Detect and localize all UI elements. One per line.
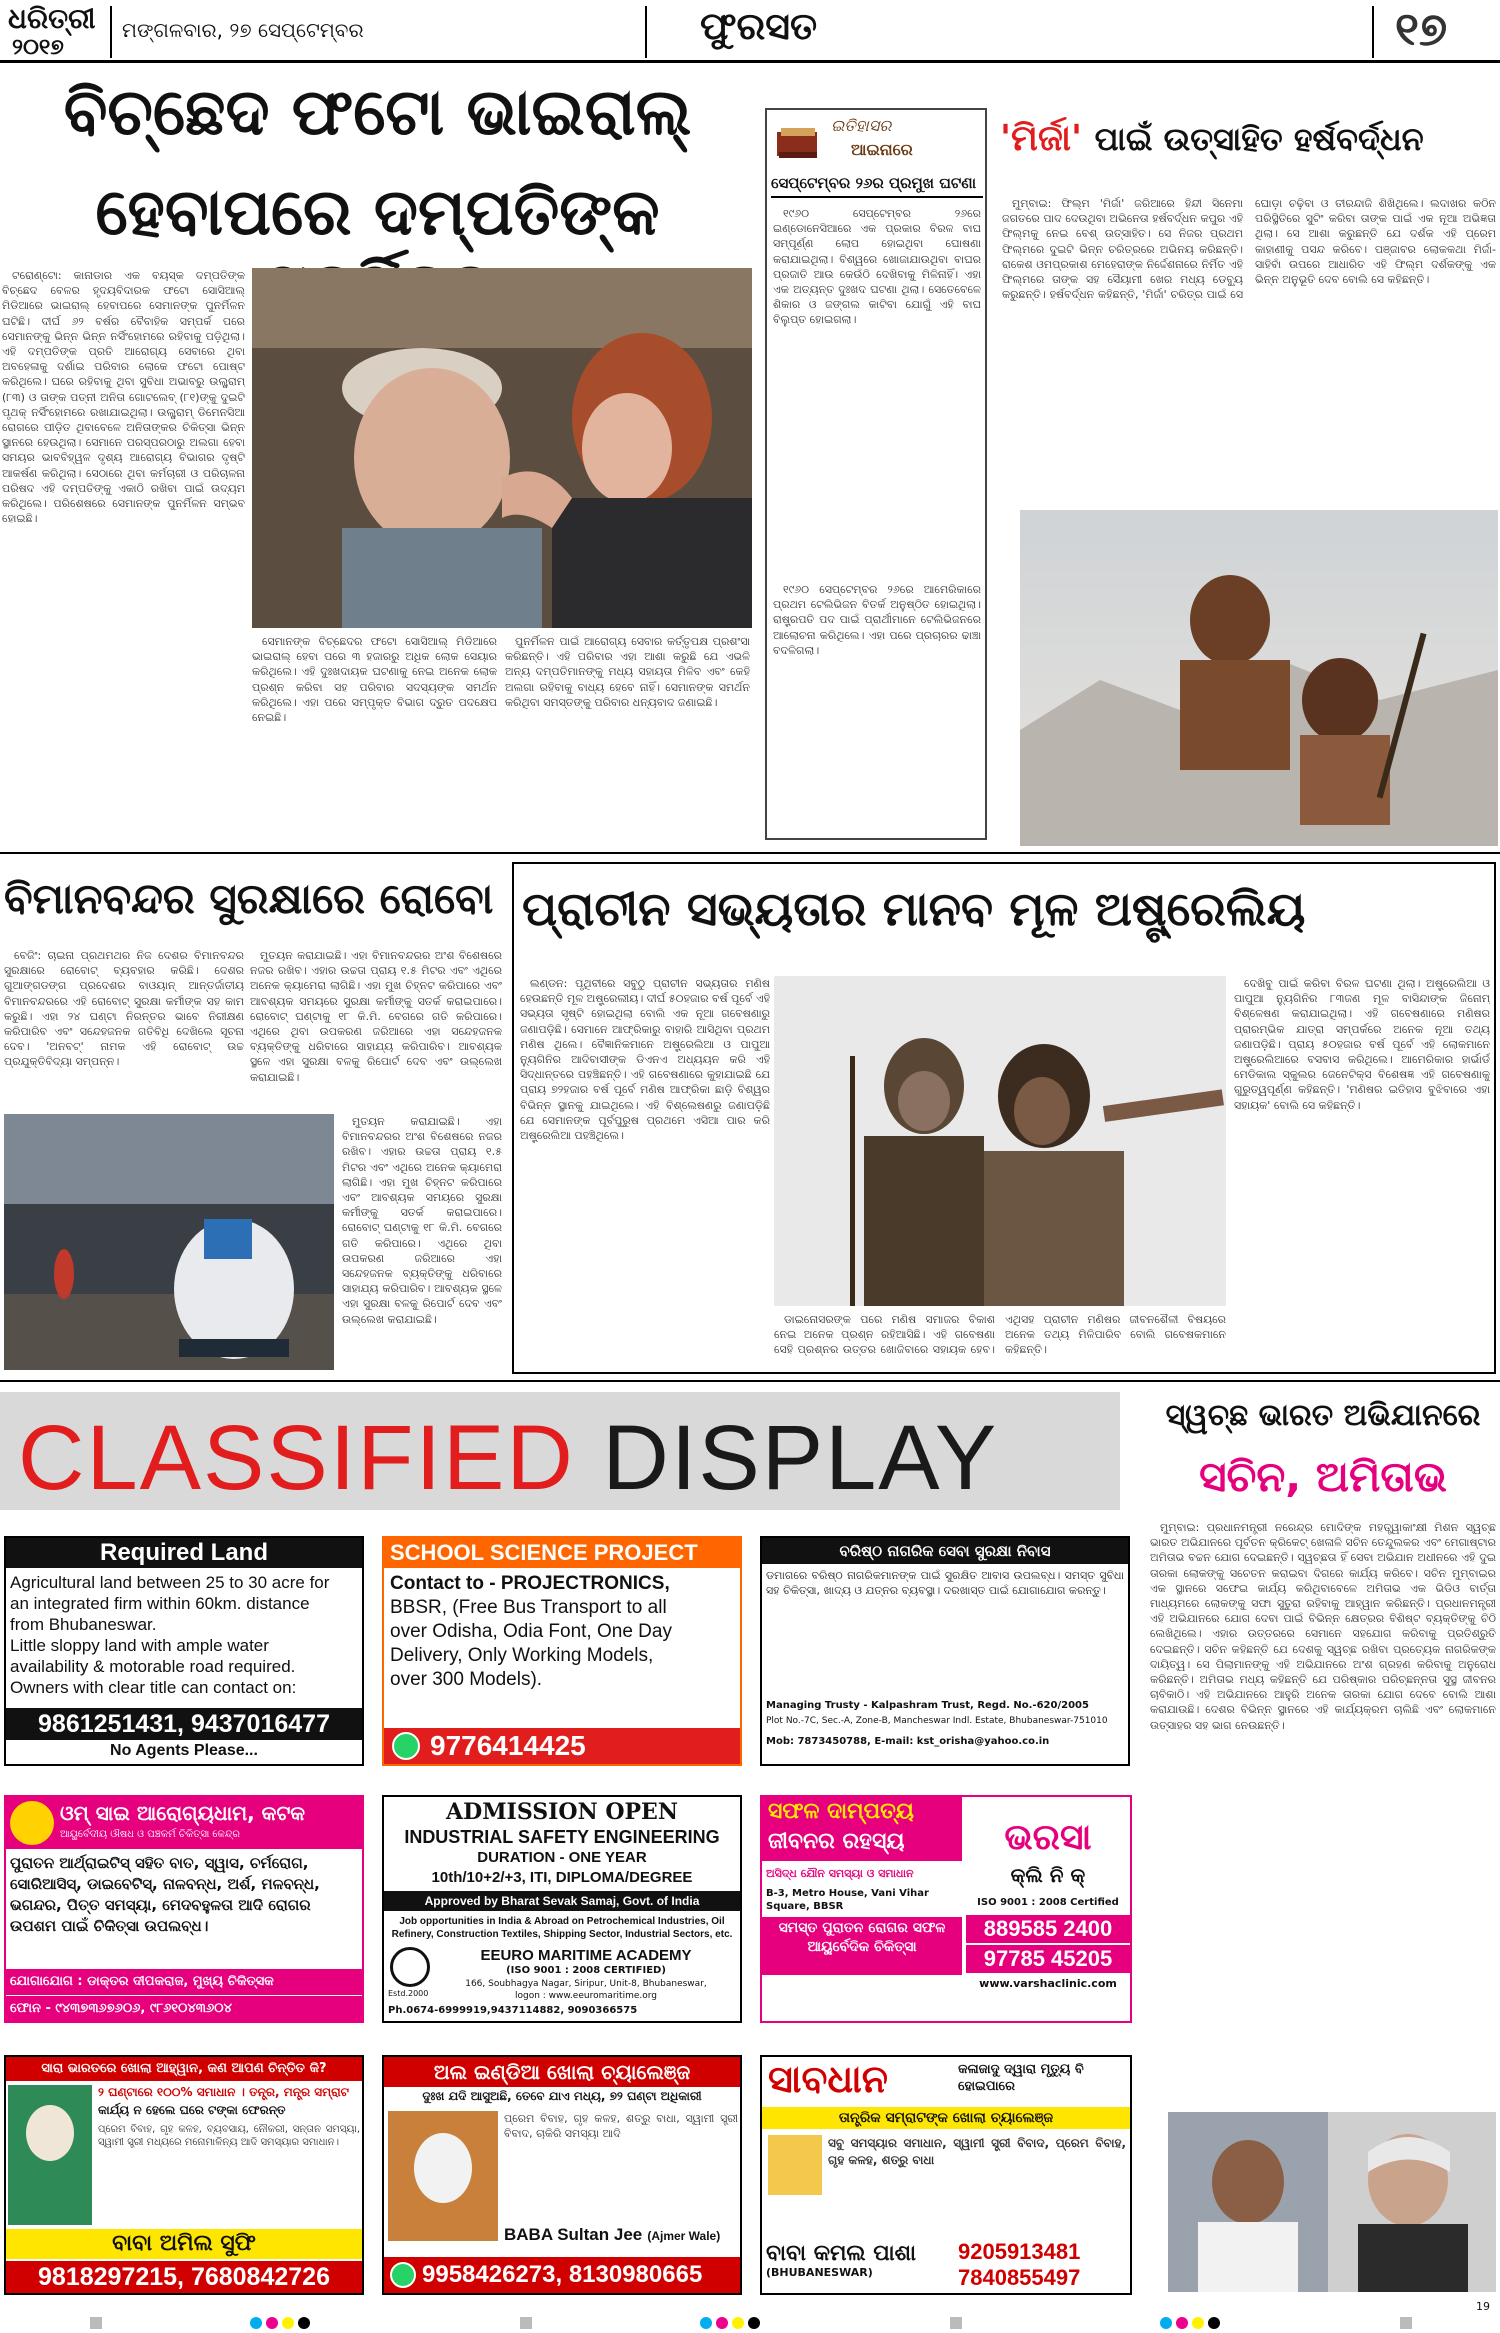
- ad-om-contact: ଯୋଗାଯୋଗ : ଡାକ୍ତର ଦୀପକରାଜ, ମୁଖ୍ୟ ଚିକିତ୍ସକ: [6, 1969, 362, 1995]
- civ-photo-art: [774, 976, 1226, 1306]
- robot-photo-art: [4, 1114, 334, 1370]
- paper-year: ୨୦୧୭: [12, 34, 64, 60]
- ad-varsha-title-2: ଜୀବନର ରହସ୍ୟ: [768, 1829, 905, 1854]
- page-footer-number: 19: [1476, 2300, 1490, 2313]
- ad-varsha: [760, 1795, 1132, 2023]
- ad-challenge-phone: 9958426273, 8130980665: [422, 2261, 703, 2288]
- ad-sabdhan-phones: [958, 2239, 1130, 2291]
- swachh-photo: [1168, 2112, 1496, 2292]
- ad-senior-trust: Managing Trusty - Kalpashram Trust, Regd. No.-620/2005: [766, 1700, 1089, 1711]
- story-robot: [0, 858, 505, 1378]
- ad-challenge-phone-bar: [384, 2257, 740, 2293]
- om-logo-icon: [10, 1801, 54, 1845]
- ad-amil-title: ସାରା ଭାରତରେ ଖୋଲା ଆହ୍ୱାନ, କଣ ଆପଣ ଚିନ୍ତିତ କି?: [6, 2057, 362, 2081]
- ad-varsha-title-1: ସଫଳ ଦାମ୍ପତ୍ୟ: [768, 1799, 914, 1824]
- classified-word-1: CLASSIFIED: [18, 1407, 575, 1509]
- masthead: [0, 0, 1500, 62]
- reunion-photo-art: [252, 268, 752, 628]
- ad-varsha-brand-2: କ୍ଲି ନି କ୍: [1010, 1863, 1086, 1887]
- civ-body-under: ଡାଇନୋସରଙ୍କ ପରେ ମଣିଷ ସମାଜର ବିକାଶ ନେଇ ଅନେକ ପ୍ରଶ୍ନ ରହିଆସିଛି। ଏହି ଗବେଷଣା ସେହି ପ୍ରଶ୍ନର ଉତ୍ତର ଖୋଜିବାରେ ସହାୟକ ହେବ। ଏଥିସହ ପ୍ରାଚୀନ ମଣିଷର ଜୀବନଶୈଳୀ ବିଷୟରେ ଅନେକ ତଥ୍ୟ ମିଳିପାରିବ ବୋଲି ଗବେଷକମାନେ କହିଛନ୍ତି।: [774, 1313, 1226, 1357]
- ad-land-phone: 9861251431, 9437016477: [6, 1708, 362, 1740]
- mirza-body: ମୁମ୍ବାଇ: ଫିଲ୍ମ 'ମିର୍ଜା' ଜରିଆରେ ହିନ୍ଦୀ ସିନେମା ଜଗତରେ ପାଦ ଦେଉଥିବା ଅଭିନେତା ହର୍ଷବର୍ଦ୍ଧନ କପୁର ଏହି ଫିଲ୍ମକୁ ନେଇ ବେଶ୍ ଉତ୍ସାହିତ। ସେ ନିଜର ପ୍ରଥମ ଫିଲ୍ମରେ ଦୁଇଟି ଭିନ୍ନ ଚରିତ୍ରରେ ଅଭିନୟ କରିଛନ୍ତି। ରାକେଶ ଓମପ୍ରକାଶ ମେହେରାଙ୍କ ନିର୍ଦ୍ଦେଶନାରେ ନିର୍ମିତ ଏହି ଫିଲ୍ମରେ ତାଙ୍କ ସହ ସୈୟାମୀ ଖେର ମଧ୍ୟ ଡେବ୍ୟୁ କରୁଛନ୍ତି। ହର୍ଷବର୍ଦ୍ଧନ କହିଛନ୍ତି, 'ମିର୍ଜା' ଚରିତ୍ର ପାଇଁ ସେ ଘୋଡ଼ା ଚଢ଼ିବା ଓ ତୀରନ୍ଦାଜି ଶିଖିଥିଲେ। ଲଦାଖର କଠିନ ପରିସ୍ଥିତିରେ ସୁଟିଂ କରିବା ତାଙ୍କ ପାଇଁ ଏକ ନୂଆ ଅଭିଜ୍ଞତା ଥିଲା। ସେ ଆଶା କରୁଛନ୍ତି ଯେ ଦର୍ଶକ ଏହି ପ୍ରେମ କାହାଣୀକୁ ପସନ୍ଦ କରିବେ। ପଞ୍ଜାବର ଲୋକକଥା ମିର୍ଜା-ସାହିବାଁ ଉପରେ ଆଧାରିତ ଏହି ଫିଲ୍ମ ଦର୍ଶକଙ୍କୁ ଏକ ଭିନ୍ନ ଅନୁଭୂତି ଦେବ ବୋଲି ସେ କହିଛନ୍ତି।: [1002, 197, 1496, 302]
- mirza-headline-quote: 'ମିର୍ଜା': [1000, 118, 1083, 159]
- ad-required-land: [4, 1536, 364, 1766]
- ad-sabdhan-title: ସାବଧାନ: [768, 2057, 888, 2101]
- robot-photo: [4, 1114, 334, 1370]
- avatar: [768, 2135, 822, 2195]
- ad-admission-title: ADMISSION OPEN: [446, 1799, 678, 1825]
- ad-land-line-6: Owners with clear title can contact on:: [10, 1678, 297, 1697]
- ad-admission-approved: Approved by Bharat Sevak Samaj, Govt. of India: [384, 1891, 740, 1911]
- classified-banner: [0, 1392, 1120, 1510]
- academy-logo-icon: [390, 1947, 430, 1987]
- avatar: [26, 2105, 74, 2161]
- ad-senior-body: ଡମାଗରେ ବରିଷ୍ଠ ନାଗରିକମାନଙ୍କ ପାଇଁ ସୁରକ୍ଷିତ ଆବାସ ଉପଲବ୍ଧ। ସମସ୍ତ ସୁବିଧା ସହ ଚିକିତ୍ସା, ଖାଦ୍ୟ ଓ ଯତ୍ନର ବ୍ୟବସ୍ଥା। ଦରଖାସ୍ତ ପାଇଁ ଯୋଗାଯୋଗ କରନ୍ତୁ।: [766, 1569, 1124, 1598]
- avatar: [414, 2133, 472, 2203]
- ad-sabdhan-body: ସବୁ ସମସ୍ୟାର ସମାଧାନ, ସ୍ୱାମୀ ସ୍ତ୍ରୀ ବିବାଦ, ପ୍ରେମ ବିବାହ, ଗୃହ କଳହ, ଶତ୍ରୁ ବାଧା: [828, 2136, 1126, 2167]
- whatsapp-icon: [390, 2262, 416, 2288]
- ad-admission-course: INDUSTRIAL SAFETY ENGINEERING: [404, 1827, 720, 1847]
- ad-sabdhan-name-wrap: [766, 2241, 956, 2279]
- ad-amil-line-2: କାର୍ଯ୍ୟ ନ ହେଲେ ଘରେ ଟଙ୍କା ଫେରନ୍ତ: [98, 2103, 286, 2117]
- ad-land-line-2: an integrated firm within 60km. distance: [10, 1594, 310, 1613]
- ad-admission-eligibility: 10th/10+2/+3, ITI, DIPLOMA/DEGREE: [431, 1869, 693, 1886]
- civ-headline: ପ୍ରାଚୀନ ସଭ୍ୟତାର ମାନବ ମୂଳ ଅଷ୍ଟ୍ରେଲିୟ: [522, 882, 1306, 937]
- history-box: [765, 108, 987, 840]
- ad-varsha-head: [762, 1797, 962, 1861]
- robot-headline: ବିମାନବନ୍ଦର ସୁରକ୍ଷାରେ ରୋବୋ: [4, 874, 494, 923]
- swachh-photo-art: [1168, 2112, 1496, 2292]
- reunion-photo: [252, 268, 752, 628]
- ad-amil-phone: 9818297215, 7680842726: [6, 2261, 362, 2293]
- ad-admission-iso: (ISO 9001 : 2008 CERTIFIED): [506, 1965, 666, 1976]
- ad-om-body: ପୁରାତନ ଆର୍ଥ୍ରାଇଟିସ୍ ସହିତ ବାତ, ସ୍ୱାସ, ଚର୍ମରୋଗ, ସୋରିଆସିସ୍, ଡାଇବେଟିସ୍, ନାଳବନ୍ଧ, ଅର୍ଶ, ମଳବନ୍ଧ, ଭଗନ୍ଦର, ପିତ୍ତ ସମସ୍ୟା, ମେଦବହୁଳତା ଆଦି ରୋଗର ଉପଶମ ପାଇଁ ଚିକିତ୍ସା ଉପଲବ୍ଧ।: [10, 1854, 320, 1935]
- whatsapp-icon: [392, 1732, 420, 1760]
- ad-science-line-5: over 300 Models).: [390, 1669, 543, 1690]
- robot-body-side: ମୁତୟନ କରାଯାଇଛି। ଏହା ବିମାନବନ୍ଦରର ଅଂଶ ବିଶେଷରେ ନଜର ରଖିବ। ଏହାର ଉଚ୍ଚତା ପ୍ରାୟ ୧.୫ ମିଟର ଏବଂ ଏଥିରେ ଅନେକ କ୍ୟାମେରା ଲାଗିଛି। ଏହା ମୁଖ ଚିହ୍ନଟ କରିପାରେ ଏବଂ ଆବଶ୍ୟକ ସମୟରେ ସୁରକ୍ଷା କର୍ମୀଙ୍କୁ ସତର୍କ କରାଇପାରେ। ରୋବୋଟ୍ ଘଣ୍ଟାକୁ ୧୮ କି.ମି. ବେଗରେ ଗତି କରିପାରେ। ଏଥିରେ ଥିବା ଉପକରଣ ଜରିଆରେ ଏହା ସନ୍ଦେହଜନକ ବ୍ୟକ୍ତିଙ୍କୁ ଧରିବାରେ ସାହାଯ୍ୟ କରିପାରିବ। ଆବଶ୍ୟକ ସ୍ଥଳେ ଏହା ସୁରକ୍ଷା ବଳକୁ ରିପୋର୍ଟ ଦେବ ଏବଂ ଉଲ୍ଲେଖ କରାଯାଇଛି।: [342, 1115, 502, 1326]
- ad-land-footer: No Agents Please...: [110, 1742, 258, 1759]
- ad-senior-citizen: [760, 1536, 1130, 1766]
- ad-amil-photo: [8, 2085, 92, 2225]
- story-swachh: [1148, 1390, 1498, 2310]
- history-title: ସେପ୍ଟେମ୍ବର ୨୬ର ପ୍ରମୁଖ ଘଟଣା: [771, 174, 983, 198]
- ad-land-title: Required Land: [6, 1538, 362, 1568]
- story-reunion: [0, 68, 755, 848]
- ad-varsha-body: ଅସିଦ୍ଧ ଯୌନ ସମସ୍ୟା ଓ ସମାଧାନ: [766, 1867, 914, 1880]
- ad-land-line-1: Agricultural land between 25 to 30 acre for: [10, 1573, 330, 1592]
- story-reunion-body-left: ଟରୋଣ୍ଟୋ: କାନାଡାର ଏକ ବୟସ୍କ ଦମ୍ପତିଙ୍କ ବିଚ୍ଛେଦ ବେଳର ହୃଦୟବିଦାରକ ଫଟୋ ସୋସିଆଲ୍ ମିଡିଆରେ ଭାଇରାଲ୍ ହେବାପରେ ସେମାନଙ୍କ ପୁନର୍ମିଳନ ଘଟିଛି। ଦୀର୍ଘ ୬୨ ବର୍ଷର ବୈବାହିକ ସମ୍ପର୍କ ପରେ ସେମାନଙ୍କୁ ଭିନ୍ନ ଭିନ୍ନ ନର୍ସିଂହୋମରେ ରହିବାକୁ ପଡ଼ିଥିଲା। ଏହି ଦମ୍ପତିଙ୍କ ପ୍ରତି ଆରୋଗ୍ୟ ସେବାରେ ଥିବା ଅବହେଳାକୁ ଦର୍ଶାଇ ପରିବାର ଲୋକେ ଫଟୋ ପୋଷ୍ଟ କରିଥିଲେ। ଘରେ ରହିବାକୁ ଥିବା ସୁବିଧା ଅଭାବରୁ ଉଲ୍ଫ୍ରାମ୍ (୮୩) ଓ ତାଙ୍କ ପତ୍ନୀ ଅନିତା ଗୋଟଲେବ୍ (୮୧)ଙ୍କୁ ଦୁଇଟି ପୃଥକ୍ ନର୍ସିଂହୋମରେ ରଖାଯାଇଥିଲା। ଉଲ୍ଫ୍ରାମ୍ ଡିମେନସିଆ ରୋଗରେ ପୀଡ଼ିତ ଥିବାବେଳେ ଅନିତାଙ୍କର ଚିକିତ୍ସା ଭିନ୍ନ ସ୍ଥାନରେ ହେଉଥିଲା। ସେମାନେ ପରସ୍ପରଠାରୁ ଅଲଗା ହେବା ସମୟର ଭାବବିହ୍ୱଳ ଦୃଶ୍ୟ ଆରୋଗ୍ୟ ବିଭାଗର ଦୃଷ୍ଟି ଆକର୍ଷଣ କରିଥିଲା। ସେଠାରେ ଥିବା କର୍ମଚାରୀ ଓ ପରିଚାଳନା ପରିଷଦ ଏହି ଦମ୍ପତିଙ୍କୁ ଏକାଠି ରଖିବା ପାଇଁ ଉଦ୍ୟମ କରିଥିଲେ। ପରିଶେଷରେ ସେମାନଙ୍କ ପୁନର୍ମିଳନ ସମ୍ଭବ ହୋଇଛି।: [2, 269, 245, 526]
- ad-sabdhan-sub: ତାନ୍ତ୍ରିକ ସମ୍ରାଟଙ୍କ ଖୋଲା ଚ୍ୟାଲେଞ୍ଜ: [762, 2107, 1130, 2129]
- ad-science-line-3: over Odisha, Odia Font, One Day: [390, 1621, 672, 1642]
- robot-body-right: ମୁତୟନ କରାଯାଇଛି। ଏହା ବିମାନବନ୍ଦରର ଅଂଶ ବିଶେଷରେ ନଜର ରଖିବ। ଏହାର ଉଚ୍ଚତା ପ୍ରାୟ ୧.୫ ମିଟର ଏବଂ ଏଥିରେ ଅନେକ କ୍ୟାମେରା ଲାଗିଛି। ଏହା ମୁଖ ଚିହ୍ନଟ କରିପାରେ ଏବଂ ଆବଶ୍ୟକ ସମୟରେ ସୁରକ୍ଷା କର୍ମୀଙ୍କୁ ସତର୍କ କରାଇପାରେ। ରୋବୋଟ୍ ଘଣ୍ଟାକୁ ୧୮ କି.ମି. ବେଗରେ ଗତି କରିପାରେ। ଏଥିରେ ଥିବା ଉପକରଣ ଜରିଆରେ ଏହା ସନ୍ଦେହଜନକ ବ୍ୟକ୍ତିଙ୍କୁ ଧରିବାରେ ସାହାଯ୍ୟ କରିପାରିବ। ଆବଶ୍ୟକ ସ୍ଥଳେ ଏହା ସୁରକ୍ଷା ବଳକୁ ରିପୋର୍ଟ ଦେବ ଏବଂ ଉଲ୍ଲେଖ କରାଯାଇଛି।: [250, 949, 502, 1084]
- history-item-2: ୧୯୬୦ ସେପ୍ଟେମ୍ବର ୨୬ରେ ଆମେରିକାରେ ପ୍ରଥମ ଟେଲିଭିଜନ ବିତର୍କ ଅନୁଷ୍ଠିତ ହୋଇଥିଲା। ରାଷ୍ଟ୍ରପତି ପଦ ପାଇଁ ପ୍ରାର୍ଥୀମାନେ ଟେଲିଭିଜନରେ ଆଲୋଚନା କରିଥିଲେ। ଏହା ପରେ ପ୍ରଚାରର ଢାଞ୍ଚା ବଦଳିଗଲା।: [773, 583, 981, 657]
- ad-senior-mob: Mob: 7873450788, E-mail: kst_orisha@yahoo.co.in: [766, 1736, 1050, 1747]
- history-badge: [773, 116, 979, 170]
- history-item-1: ୧୯୬୦ ସେପ୍ଟେମ୍ବର ୨୬ରେ ଇଣ୍ଡୋନେସିଆରେ ଏକ ପ୍ରକାର ବିରଳ ବାଘ ସମ୍ପୂର୍ଣ୍ଣ ଲୋପ ହୋଇଥିବା ଘୋଷଣା କରାଯାଇଥିଲା। ବିଶ୍ୱରେ ଖୋଜାଯାଉଥିବା ବାଘର ପ୍ରଜାତି ଆଉ କେଉଁଠି ଦେଖିବାକୁ ମିଳିନାହିଁ। ଏହା ଏକ ଅତ୍ୟନ୍ତ ଦୁଃଖଦ ଘଟଣା ଥିଲା। ସେତେବେଳେ ଶିକାର ଓ ଜଙ୍ଗଲ କାଟିବା ଯୋଗୁଁ ଏହି ବାଘ ବିଲୁପ୍ତ ହୋଇଗଲା।: [773, 207, 981, 327]
- ad-admission: [382, 1795, 742, 2023]
- color-registration-bar: [0, 2315, 1500, 2333]
- story-mirza: [1000, 68, 1500, 848]
- ad-om-sai: [4, 1795, 364, 2023]
- ad-varsha-phone-2: 97785 45205: [966, 1945, 1130, 1973]
- ad-sabdhan-phone-2: 7840855497: [958, 2265, 1081, 2290]
- swachh-headline-2: ସଚିନ, ଅମିତାଭ: [1199, 1452, 1447, 1501]
- ad-challenge-photo: [388, 2111, 498, 2241]
- ad-land-line-3: from Bhubaneswar.: [10, 1615, 157, 1634]
- civ-body-left: ଲଣ୍ଡନ: ପୃଥିବୀରେ ସବୁଠୁ ପ୍ରାଚୀନ ସଭ୍ୟତାର ମଣିଷ ହେଉଛନ୍ତି ମୂଳ ଅଷ୍ଟ୍ରେଲୀୟ। ଦୀର୍ଘ ୫୦ହଜାର ବର୍ଷ ପୂର୍ବେ ଏହି ସଭ୍ୟତା ସୃଷ୍ଟି ହୋଇଥିଲା ବୋଲି ଏକ ନୂଆ ଗବେଷଣାରୁ ଜଣାପଡ଼ିଛି। ସେମାନେ ଆଫ୍ରିକାରୁ ବାହାରି ଆସିଥିବା ପ୍ରଥମ ମଣିଷ ଥିଲେ। ବୈଜ୍ଞାନିକମାନେ ଅଷ୍ଟ୍ରେଲିଆ ଓ ପାପୁଆ ନ୍ୟୁଗିନିର ଆଦିବାସୀଙ୍କ ଡିଏନଏ ଅଧ୍ୟୟନ କରି ଏହି ସିଦ୍ଧାନ୍ତରେ ପହଞ୍ଚିଛନ୍ତି। ଏହି ଗବେଷଣାରେ କୁହାଯାଇଛି ଯେ ପ୍ରାୟ ୭୨ହଜାର ବର୍ଷ ପୂର୍ବେ ମଣିଷ ଆଫ୍ରିକା ଛାଡ଼ି ବିଶ୍ୱର ବିଭିନ୍ନ ସ୍ଥାନକୁ ଯାଇଥିଲେ। ଏହି ବିଶ୍ଲେଷଣରୁ ଜଣାପଡ଼ିଛି ଯେ ସେମାନଙ୍କ ପୂର୍ବପୁରୁଷ ପ୍ରଥମେ ଏସିଆ ପାର କରି ଅଷ୍ଟ୍ରେଲିଆ ପହଞ୍ଚିଥିଲେ।: [520, 977, 770, 1143]
- ad-challenge-name-sub: (Ajmer Wale): [647, 2229, 721, 2243]
- paper-name: ଧରିତ୍ରୀ: [8, 2, 96, 35]
- book-icon: [773, 118, 821, 162]
- ad-challenge-title: ଅଲ ଇଣ୍ଡିଆ ଖୋଲା ଚ୍ୟାଲେଞ୍ଜ: [384, 2057, 740, 2087]
- ad-om-title: ଓମ୍ ସାଇ ଆରୋଗ୍ୟଧାମ, କଟକ: [60, 1801, 306, 1825]
- civ-photo: [774, 976, 1226, 1306]
- ad-land-line-5: availability & motorable road required.: [10, 1657, 296, 1676]
- robot-body-top: ବେଜିଂ: ଚାଇନା ପ୍ରଥମଥର ନିଜ ଦେଶର ବିମାନବନ୍ଦର ସୁରକ୍ଷାରେ ରୋବୋଟ୍ ବ୍ୟବହାର କରିଛି। ଦେଶର ଗୁଆଙ୍ଗଡଙ୍ଗ ପ୍ରଦେଶର ବାଓୟାନ୍ ଆନ୍ତର୍ଜାତୀୟ ବିମାନବନ୍ଦରରେ ଏହି ରୋବୋଟ୍ ସୁରକ୍ଷା କର୍ମୀଙ୍କ ସହ କାମ କରୁଛି। ଏହା ୨୪ ଘଣ୍ଟା ନିରନ୍ତର ଭାବେ ନିରୀକ୍ଷଣ କରିପାରିବ ଏବଂ ସନ୍ଦେହଜନକ ଗତିବିଧି ଦେଖିଲେ ସୂଚନା ଦେବ। 'ଅନବଟ୍' ନାମକ ଏହି ରୋବୋଟ୍ ଉଚ୍ଚ ପ୍ରଯୁକ୍ତିବିଦ୍ୟା ସମ୍ପନ୍ନ।: [4, 949, 244, 1069]
- story-reunion-headline-2: ହେବାପରେ ଦମ୍ପତିଙ୍କ: [95, 176, 660, 250]
- ad-sabdhan-name: ବାବା କମଲ ପାଶା: [766, 2241, 917, 2266]
- story-reunion-headline-1: ବିଚ୍ଛେଦ ଫଟୋ ଭାଇରାଲ୍: [63, 76, 692, 150]
- ad-science-project: [382, 1536, 742, 1766]
- swachh-body: ମୁମ୍ବାଇ: ପ୍ରଧାନମନ୍ତ୍ରୀ ନରେନ୍ଦ୍ର ମୋଦିଙ୍କ ମହତ୍ତ୍ୱାକାଂକ୍ଷୀ ମିଶନ ସ୍ୱଚ୍ଛ ଭାରତ ଅଭିଯାନରେ ପୂର୍ବତନ କ୍ରିକେଟ୍ ଖେଳାଳି ସଚିନ ତେନ୍ଦୁଲକର ଏବଂ ମେଗାଷ୍ଟାର ଅମିତାଭ ବଚ୍ଚନ ଯୋଗ ଦେଇଛନ୍ତି। ସ୍ୱଚ୍ଛତା ହିଁ ସେବା ଅଭିଯାନ ଅଧୀନରେ ଏହି ଦୁଇ ତାରକା ଲୋକଙ୍କୁ ସଚେତନ କରାଇବା ଦିଗରେ କାର୍ଯ୍ୟ କରିବେ। ସଚିନ ମୁମ୍ବାଇର ଏକ ସ୍ଥାନରେ ସଫେଇ କାର୍ଯ୍ୟ କରିଥିବାବେଳେ ଅମିତାଭ ଏକ ଭିଡିଓ ବାର୍ତ୍ତା ମାଧ୍ୟମରେ ଲୋକଙ୍କୁ ସଫା ସୁତୁରା ରହିବାକୁ ଆହ୍ୱାନ କରିଛନ୍ତି। ପ୍ରଧାନମନ୍ତ୍ରୀ ଏହି ଅଭିଯାନରେ ଯୋଗ ଦେବା ପାଇଁ ବିଭିନ୍ନ କ୍ଷେତ୍ରର ବିଶିଷ୍ଟ ବ୍ୟକ୍ତିଙ୍କୁ ଚିଠି ଲେଖିଥିଲେ। ଏହାର ଉତ୍ତରରେ ସେମାନେ ସହଯୋଗ କରିବାକୁ ପ୍ରତିଶ୍ରୁତି ଦେଇଛନ୍ତି। ସଚିନ କହିଛନ୍ତି ଯେ ଦେଶକୁ ସ୍ୱଚ୍ଛ ରଖିବା ପ୍ରତ୍ୟେକ ନାଗରିକଙ୍କ ଦାୟିତ୍ୱ। ସେ ପିଲାମାନଙ୍କୁ ଏହି ଅଭିଯାନରେ ଅଂଶ ଗ୍ରହଣ କରିବାକୁ ଅନୁରୋଧ କରିଛନ୍ତି। ଅମିତାଭ ମଧ୍ୟ କହିଛନ୍ତି ଯେ ପରିଷ୍କାର ପରିଚ୍ଛନ୍ନତା ସୁସ୍ଥ ଜୀବନର ଚାବିକାଠି। ଏହି ଅଭିଯାନରେ ଆହୁରି ଅନେକ ତାରକା ଯୋଗ ଦେବେ ବୋଲି ଆଶା କରାଯାଉଛି। ଦେଶର ବିଭିନ୍ନ ସ୍ଥାନରେ ଏହି କାର୍ଯ୍ୟକ୍ରମ ଚାଲିଛି ଏବଂ ଲୋକମାନେ ଉତ୍ସାହର ସହ ଭାଗ ନେଉଛନ୍ତି।: [1150, 1521, 1496, 1732]
- ad-amil-name: ବାବା ଅମିଲ ସୁଫି: [6, 2229, 362, 2259]
- ad-admission-jobs: Job opportunities in India & Abroad on Petrochemical Industries, Oil Refinery, Construction Textiles, Shipping Sector, Industrial Sectors, etc.: [391, 1916, 733, 1940]
- ad-sabdhan-phone-1: 9205913481: [958, 2239, 1081, 2264]
- ad-challenge-name-wrap: [504, 2225, 738, 2245]
- ad-challenge-body: ପ୍ରେମ ବିବାହ, ଗୃହ କଳହ, ଶତ୍ରୁ ବାଧା, ସ୍ୱାମୀ ସ୍ତ୍ରୀ ବିବାଦ, ଚାକିରି ସମସ୍ୟା ଆଦି: [504, 2112, 738, 2140]
- ad-sabdhan-place: (BHUBANESWAR): [766, 2266, 873, 2279]
- ad-science-line-4: Delivery, Only Working Models,: [390, 1645, 654, 1666]
- history-badge-line2: ଆଇନାରେ: [851, 140, 913, 159]
- ad-om-sub: ଆୟୁର୍ବେଦୀୟ ଔଷଧ ଓ ପଞ୍ଚକର୍ମ ଚିକିତ୍ସା କେନ୍ଦ୍ର: [60, 1829, 240, 1840]
- ad-senior-title: ବରିଷ୍ଠ ନାଗରିକ ସେବା ସୁରକ୍ଷା ନିବାସ: [762, 1538, 1128, 1564]
- ad-sabdhan-side: କଳାଜାଦୁ ଦ୍ୱାରା ମୃତ୍ୟୁ ବି ହୋଇପାରେ: [958, 2062, 1084, 2094]
- civ-body-right: ଦେଖିବୁ ପାଇଁ କରିବା ବିରଳ ଘଟଣା ଥିଲା। ଅଷ୍ଟ୍ରେଲିଆ ଓ ପାପୁଆ ନ୍ୟୁଗିନିର ୮୩ଜଣ ମୂଳ ବାସିନ୍ଦାଙ୍କ ଜିନୋମ୍ ବିଶ୍ଳେଷଣ କରାଯାଇଥିଲା। ଏହି ଗବେଷଣାରେ ମଣିଷର ପ୍ରାରମ୍ଭିକ ଯାତ୍ରା ସମ୍ପର୍କରେ ଅନେକ ନୂଆ ତଥ୍ୟ ଜଣାପଡ଼ିଛି। ପ୍ରାୟ ୫୦ହଜାର ବର୍ଷ ପୂର୍ବେ ଏହି ଲୋକମାନେ ଅଷ୍ଟ୍ରେଲିଆରେ ବସବାସ କରିଥିଲେ। ଆମେରିକାର ହାର୍ଭାର୍ଡ ମେଡିକାଲ ସ୍କୁଲର ଜେନେଟିକ୍ସ ବିଶେଷଜ୍ଞ ଏହି ଗବେଷଣାକୁ ଗୁରୁତ୍ୱପୂର୍ଣ୍ଣ କହିଛନ୍ତି। 'ମଣିଷର ଇତିହାସ ବୁଝିବାରେ ଏହା ସହାୟକ' ବୋଲି ସେ କହିଛନ୍ତି।: [1234, 977, 1490, 1112]
- ad-varsha-brand: ଭରସା: [1004, 1817, 1092, 1858]
- ad-sabdhan: [760, 2055, 1132, 2295]
- ad-om-header: [6, 1797, 362, 1849]
- history-badge-line1: ଇତିହାସର: [831, 116, 892, 135]
- ad-science-line-1: Contact to - PROJECTRONICS,: [390, 1573, 670, 1594]
- story-reunion-body-mid: ସେମାନଙ୍କ ବିଚ୍ଛେଦର ଫଟୋ ସୋସିଆଲ୍ ମିଡିଆରେ ଭାଇରାଲ୍ ହେବା ପରେ ୩ ହଜାରରୁ ଅଧିକ ଲୋକ ସେୟାର କରିଥିଲେ। ଏହି ଦୁଃଖଦାୟକ ଘଟଣାକୁ ନେଇ ଅନେକ ଲୋକ ପ୍ରଶ୍ନ କରିବା ସହ ପରିବାର ସଦସ୍ୟଙ୍କ ସମର୍ଥନ କରିଥିଲେ। ଏହା ପରେ ସମ୍ପୃକ୍ତ ବିଭାଗ ଦ୍ରୁତ ପଦକ୍ଷେପ ନେଇଛି।: [252, 635, 497, 725]
- page-number: ୧୭: [1395, 2, 1448, 56]
- ad-varsha-iso: ISO 9001 : 2008 Certified: [977, 1897, 1119, 1908]
- ad-senior-address: Plot No.-7C, Sec.-A, Zone-B, Mancheswar Indl. Estate, Bhubaneswar-751010: [766, 1716, 1108, 1726]
- section-title: ଫୁରସତ: [700, 4, 818, 48]
- ad-land-text: [10, 1572, 360, 1698]
- ad-amil-sufi: [4, 2055, 364, 2295]
- mirza-headline: [1000, 118, 1500, 160]
- ad-challenge-name: BABA Sultan Jee: [504, 2225, 643, 2244]
- swachh-headline-1: ସ୍ୱଚ୍ଛ ଭାରତ ଅଭିଯାନରେ: [1165, 1398, 1481, 1433]
- ad-science-phone: 9776414425: [430, 1730, 586, 1761]
- ad-amil-body: ପ୍ରେମ ବିବାହ, ଗୃହ କଳହ, ବ୍ୟବସାୟ, ନୌକରୀ, ସନ୍ତାନ ସମସ୍ୟା, ସ୍ୱାମୀ ସ୍ତ୍ରୀ ମଧ୍ୟରେ ମନୋମାଳିନ୍ୟ ଆଦି ସମସ୍ୟାର ସମାଧାନ।: [98, 2124, 360, 2148]
- ad-amil-line-1: ୨ ଘଣ୍ଟାରେ ୧୦୦% ସମାଧାନ । ତନ୍ତ୍ର, ମନ୍ତ୍ର ସମ୍ରାଟ: [98, 2085, 349, 2099]
- ad-varsha-phone-1: 889585 2400: [966, 1915, 1130, 1943]
- story-civilization: [512, 862, 1496, 1374]
- ad-varsha-addr: B-3, Metro House, Vani Vihar Square, BBSR: [766, 1888, 929, 1912]
- ad-science-text: [390, 1572, 738, 1692]
- ad-admission-academy: EEURO MARITIME ACADEMY: [480, 1947, 692, 1964]
- ad-om-phone: ଫୋନ - ୯୪୩୭୩୬୭୬୦୬, ୯୮୬୧୦୪୩୬୦୪: [6, 1995, 362, 2021]
- ad-varsha-web: www.varshaclinic.com: [979, 1977, 1117, 1990]
- mirza-photo: [1020, 510, 1498, 846]
- ad-science-phone-bar: [384, 1728, 740, 1764]
- ad-admission-duration: DURATION - ONE YEAR: [477, 1849, 647, 1866]
- classified-word-2: DISPLAY: [602, 1407, 999, 1509]
- mirza-photo-art: [1020, 510, 1498, 846]
- ad-sultan-jee: [382, 2055, 742, 2295]
- ad-challenge-sub: ଦୁଃଖ ଯଦି ଆସୁଅଛି, ତେବେ ଯାଏ ମଧ୍ୟ, ୭୨ ଘଣ୍ଟା ଅଧିକାରୀ: [422, 2089, 702, 2103]
- ad-admission-phone: Ph.0674-6999919,9437114882, 9090366575: [388, 2005, 638, 2016]
- ad-science-line-2: BBSR, (Free Bus Transport to all: [390, 1597, 667, 1618]
- ad-land-line-4: Little sloppy land with ample water: [10, 1636, 269, 1655]
- ad-science-title: SCHOOL SCIENCE PROJECT: [384, 1538, 740, 1568]
- ad-admission-estd: Estd.2000: [388, 1989, 429, 1998]
- story-reunion-body-right: ପୁନର୍ମିଳନ ପାଇଁ ଆରୋଗ୍ୟ ସେବାର କର୍ତ୍ତୃପକ୍ଷ ପ୍ରଶଂସା କରିଛନ୍ତି। ଏହି ପରିବାର ଏହା ଆଶା କରୁଛି ଯେ ଏଭଳି ଅନ୍ୟ ଦମ୍ପତିମାନଙ୍କୁ ମଧ୍ୟ ସହାୟତା ମିଳିବ ଏବଂ କେହି ଅଲଗା ରହିବାକୁ ବାଧ୍ୟ ହେବେ ନାହିଁ। ସେମାନଙ୍କ ସମର୍ଥନ କରିଥିବା ସମସ୍ତଙ୍କୁ ପରିବାର ଧନ୍ୟବାଦ ଜଣାଇଛି।: [505, 635, 750, 709]
- mirza-headline-rest: ପାଇଁ ଉତ୍ସାହିତ ହର୍ଷବର୍ଦ୍ଧନ: [1094, 120, 1424, 158]
- ad-admission-addr: 166, Soubhagya Nagar, Siripur, Unit-8, Bhubaneswar,: [465, 1979, 707, 1989]
- ad-varsha-band: ସମସ୍ତ ପୁରାତନ ରୋଗର ସଫଳ ଆୟୁର୍ବେଦିକ ଚିକିତ୍ସା: [762, 1917, 962, 1975]
- ad-admission-logon: logon : www.eeuromaritime.org: [514, 1991, 658, 2001]
- classified-title: [18, 1406, 998, 1511]
- issue-date: ମଙ୍ଗଳବାର, ୨୭ ସେପ୍ଟେମ୍ବର: [122, 18, 364, 42]
